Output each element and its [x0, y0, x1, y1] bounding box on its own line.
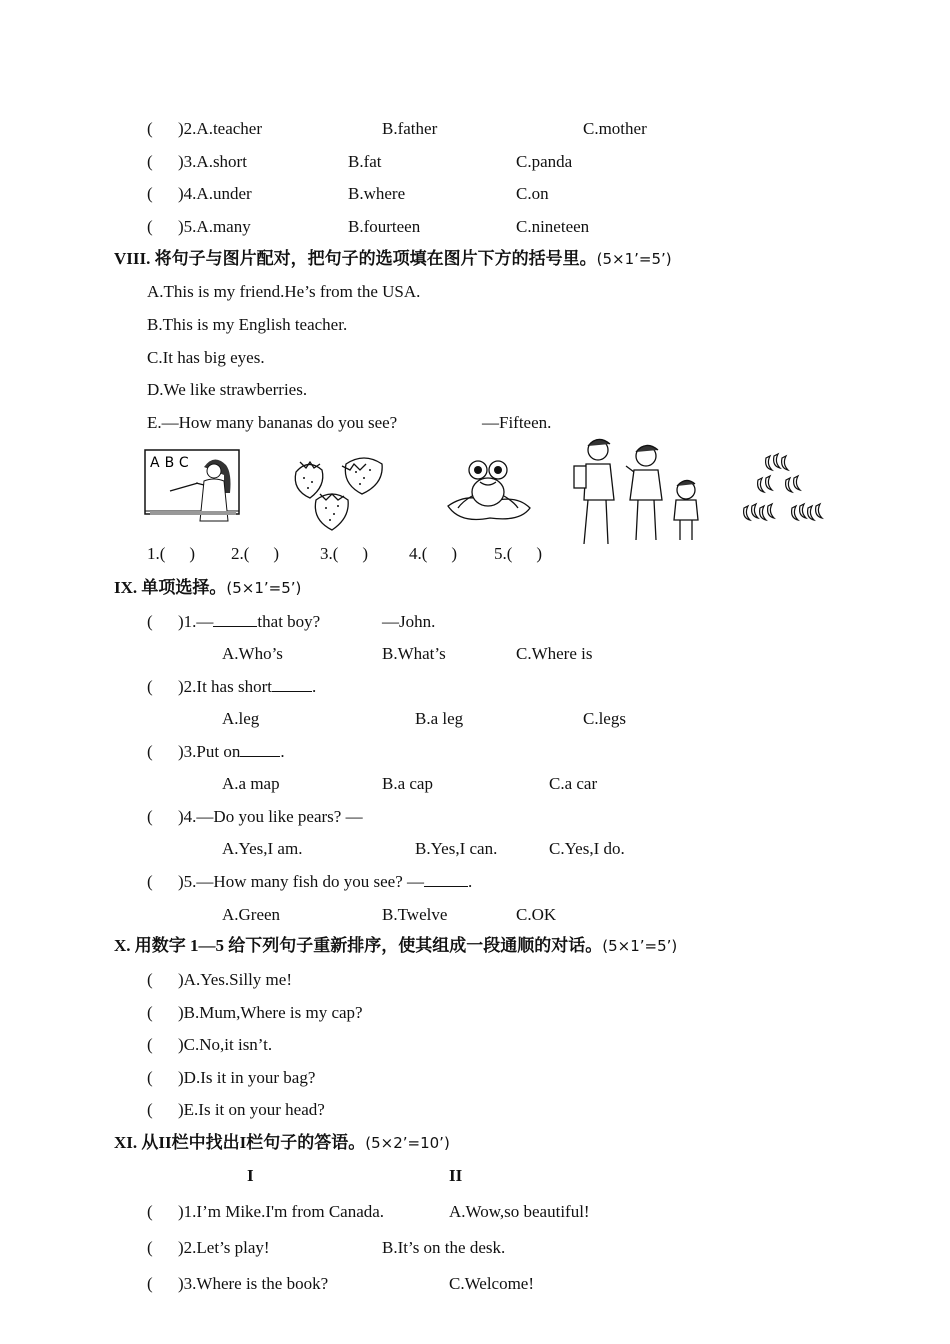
question-stem: )2.It has short . — [178, 677, 317, 696]
sentence-a: A.This is my friend.He’s from the USA. — [147, 282, 421, 301]
option-a: A.Yes,I am. — [222, 839, 303, 858]
dialogue-item: )A.Yes.Silly me! — [178, 970, 292, 989]
paren[interactable]: ( — [147, 1238, 153, 1257]
column-header-ii: II — [449, 1166, 463, 1185]
section-points: (5×1’=5’) — [596, 250, 672, 268]
paren[interactable]: ( — [147, 184, 153, 203]
paren[interactable]: ( — [147, 612, 153, 631]
section-viii-heading — [114, 249, 672, 269]
option-a: A.Who’s — [222, 644, 283, 663]
option-b: B.fat — [348, 152, 382, 171]
paren[interactable]: ( — [147, 1068, 153, 1087]
paren[interactable]: ( — [147, 807, 153, 826]
section-points: (5×2’=10’) — [365, 1134, 450, 1152]
frog-picture — [444, 456, 534, 526]
teacher-picture — [142, 447, 244, 533]
match-left: )2.Let’s play! — [178, 1238, 270, 1257]
option-a: A.Green — [222, 905, 281, 924]
section-title: VIII. 将句子与图片配对，把句子的选项填在图片下方的括号里。 — [114, 249, 597, 268]
option-c: C.mother — [583, 119, 647, 138]
question-answer: —John. — [382, 612, 436, 631]
option-b: B.where — [348, 184, 406, 203]
option-b: B.Yes,I can. — [415, 839, 498, 858]
sentence-e-answer: —Fifteen. — [482, 413, 552, 432]
match-right: A.Wow,so beautiful! — [449, 1202, 590, 1221]
dialogue-item: )D.Is it in your bag? — [178, 1068, 316, 1087]
option-c: C.panda — [516, 152, 573, 171]
option-a: A.a map — [222, 774, 280, 793]
question-item: )5.A.many — [178, 217, 251, 236]
sentence-b: B.This is my English teacher. — [147, 315, 348, 334]
option-b: B.What’s — [382, 644, 446, 663]
paren[interactable]: ( — [147, 1202, 153, 1221]
option-c: C.legs — [583, 709, 626, 728]
sentence-e: E.—How many bananas do you see? — [147, 413, 398, 432]
match-left: )3.Where is the book? — [178, 1274, 329, 1293]
sentence-d: D.We like strawberries. — [147, 380, 308, 399]
answer-blank[interactable] — [240, 742, 280, 757]
paren[interactable]: ( — [147, 152, 153, 171]
option-c: C.a car — [549, 774, 598, 793]
option-b: B.father — [382, 119, 438, 138]
picture-answer-3[interactable]: 3.( ) — [320, 544, 369, 563]
question-stem: )4.—Do you like pears? — — [178, 807, 363, 826]
dialogue-item: )B.Mum,Where is my cap? — [178, 1003, 363, 1022]
question-stem: )5.—How many fish do you see? — . — [178, 872, 473, 891]
question-item: )2.A.teacher — [178, 119, 263, 138]
section-title: IX. 单项选择。 — [114, 578, 227, 597]
strawberries-picture — [290, 448, 390, 534]
section-points: (5×1’=5’) — [226, 579, 302, 597]
question-item: )4.A.under — [178, 184, 252, 203]
section-x-heading — [114, 936, 677, 956]
option-b: B.fourteen — [348, 217, 421, 236]
paren[interactable]: ( — [147, 970, 153, 989]
question-stem: )3.Put on . — [178, 742, 285, 761]
answer-blank[interactable] — [424, 872, 468, 887]
option-a: A.leg — [222, 709, 260, 728]
match-right: B.It’s on the desk. — [382, 1238, 506, 1257]
friends-picture — [568, 436, 704, 550]
option-c: C.OK — [516, 905, 557, 924]
section-title: XI. 从II栏中找出I栏句子的答语。 — [114, 1133, 366, 1152]
dialogue-item: )C.No,it isn’t. — [178, 1035, 273, 1054]
paren[interactable]: ( — [147, 1003, 153, 1022]
section-xi-heading — [114, 1133, 450, 1153]
option-c: C.Yes,I do. — [549, 839, 625, 858]
column-header-i: I — [247, 1166, 254, 1185]
paren[interactable]: ( — [147, 872, 153, 891]
option-b: B.a leg — [415, 709, 464, 728]
answer-blank[interactable] — [213, 612, 257, 627]
section-ix-heading — [114, 578, 301, 598]
dialogue-item: )E.Is it on your head? — [178, 1100, 325, 1119]
paren[interactable]: ( — [147, 1100, 153, 1119]
option-c: C.Where is — [516, 644, 593, 663]
sentence-c: C.It has big eyes. — [147, 348, 265, 367]
paren[interactable]: ( — [147, 677, 153, 696]
paren[interactable]: ( — [147, 742, 153, 761]
picture-answer-4[interactable]: 4.( ) — [409, 544, 458, 563]
option-b: B.Twelve — [382, 905, 448, 924]
question-stem: )1.— that boy? — [178, 612, 321, 631]
option-b: B.a cap — [382, 774, 433, 793]
question-item: )3.A.short — [178, 152, 247, 171]
match-right: C.Welcome! — [449, 1274, 535, 1293]
paren[interactable]: ( — [147, 217, 153, 236]
option-c: C.on — [516, 184, 549, 203]
board-text: ABC — [150, 455, 194, 471]
section-title: X. 用数字 1—5 给下列句子重新排序，使其组成一段通顺的对话。 — [114, 936, 603, 955]
bananas-picture — [740, 450, 830, 534]
picture-answer-2[interactable]: 2.( ) — [231, 544, 280, 563]
match-left: )1.I’m Mike.I'm from Canada. — [178, 1202, 385, 1221]
picture-answer-5[interactable]: 5.( ) — [494, 544, 543, 563]
paren[interactable]: ( — [147, 1274, 153, 1293]
paren[interactable]: ( — [147, 1035, 153, 1054]
section-points: (5×1’=5’) — [602, 937, 678, 955]
option-c: C.nineteen — [516, 217, 590, 236]
paren[interactable]: ( — [147, 119, 153, 138]
answer-blank[interactable] — [272, 677, 312, 692]
picture-answer-1[interactable]: 1.( ) — [147, 544, 196, 563]
